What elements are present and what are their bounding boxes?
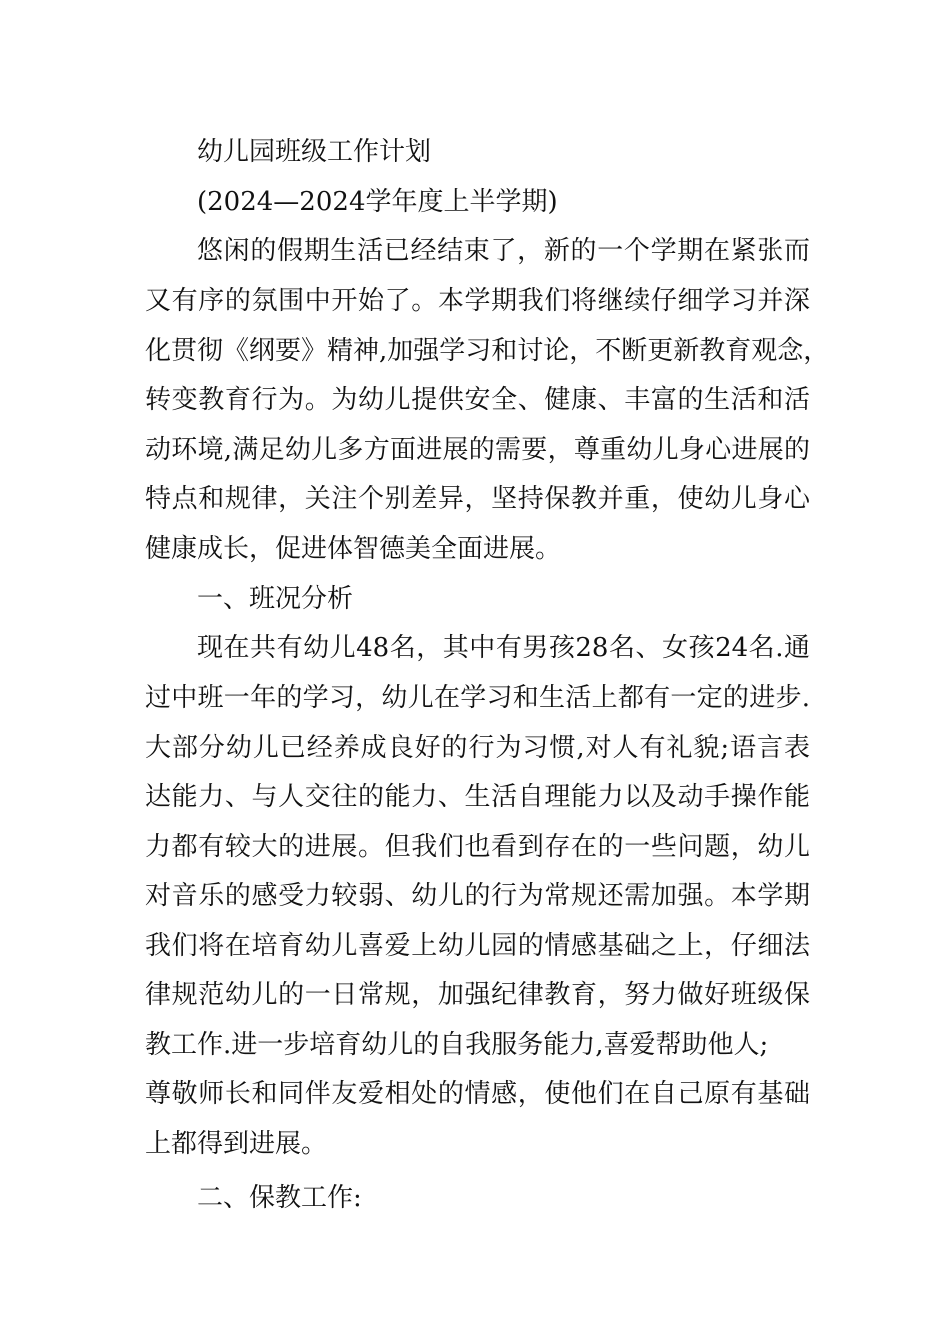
paragraph-line: 律规范幼儿的一日常规，加强纪律教育，努力做好班级保	[145, 980, 810, 1010]
section-heading: 一、班况分析	[197, 584, 354, 614]
paragraph-line: 动环境,满足幼儿多方面进展的需要，尊重幼儿身心进展的	[145, 435, 810, 465]
paragraph-line: 健康成长，促进体智德美全面进展。	[145, 534, 562, 564]
paragraph-line: 转变教育行为。为幼儿提供安全、健康、丰富的生活和活	[145, 385, 810, 415]
paragraph-line: 力都有较大的进展。但我们也看到存在的一些问题，幼儿	[145, 832, 810, 862]
paragraph-line: 大部分幼儿已经养成良好的行为习惯,对人有礼貌;语言表	[145, 733, 810, 763]
paragraph-line: 现在共有幼儿48名，其中有男孩28名、女孩24名.通	[197, 633, 810, 663]
paragraph-line: 教工作.进一步培育幼儿的自我服务能力,喜爱帮助他人;	[145, 1030, 769, 1060]
document-subtitle: (2024—2024学年度上半学期)	[197, 187, 558, 217]
document-title: 幼儿园班级工作计划	[197, 137, 432, 167]
paragraph-line: 达能力、与人交往的能力、生活自理能力以及动手操作能	[145, 782, 810, 812]
paragraph-line: 我们将在培育幼儿喜爱上幼儿园的情感基础之上，仔细法	[145, 931, 810, 961]
paragraph-line: 化贯彻《纲要》精神,加强学习和讨论，不断更新教育观念，	[145, 336, 830, 366]
paragraph-line: 对音乐的感受力较弱、幼儿的行为常规还需加强。本学期	[145, 881, 810, 911]
paragraph-line: 特点和规律，关注个别差异，坚持保教并重，使幼儿身心	[145, 484, 810, 514]
paragraph-line: 过中班一年的学习，幼儿在学习和生活上都有一定的进步.	[145, 683, 810, 713]
paragraph-line: 悠闲的假期生活已经结束了，新的一个学期在紧张而	[197, 236, 810, 266]
section-heading: 二、保教工作:	[197, 1183, 362, 1213]
paragraph-line: 上都得到进展。	[145, 1129, 328, 1159]
paragraph-line: 又有序的氛围中开始了。本学期我们将继续仔细学习并深	[145, 286, 810, 316]
paragraph-line: 尊敬师长和同伴友爱相处的情感，使他们在自己原有基础	[145, 1079, 810, 1109]
